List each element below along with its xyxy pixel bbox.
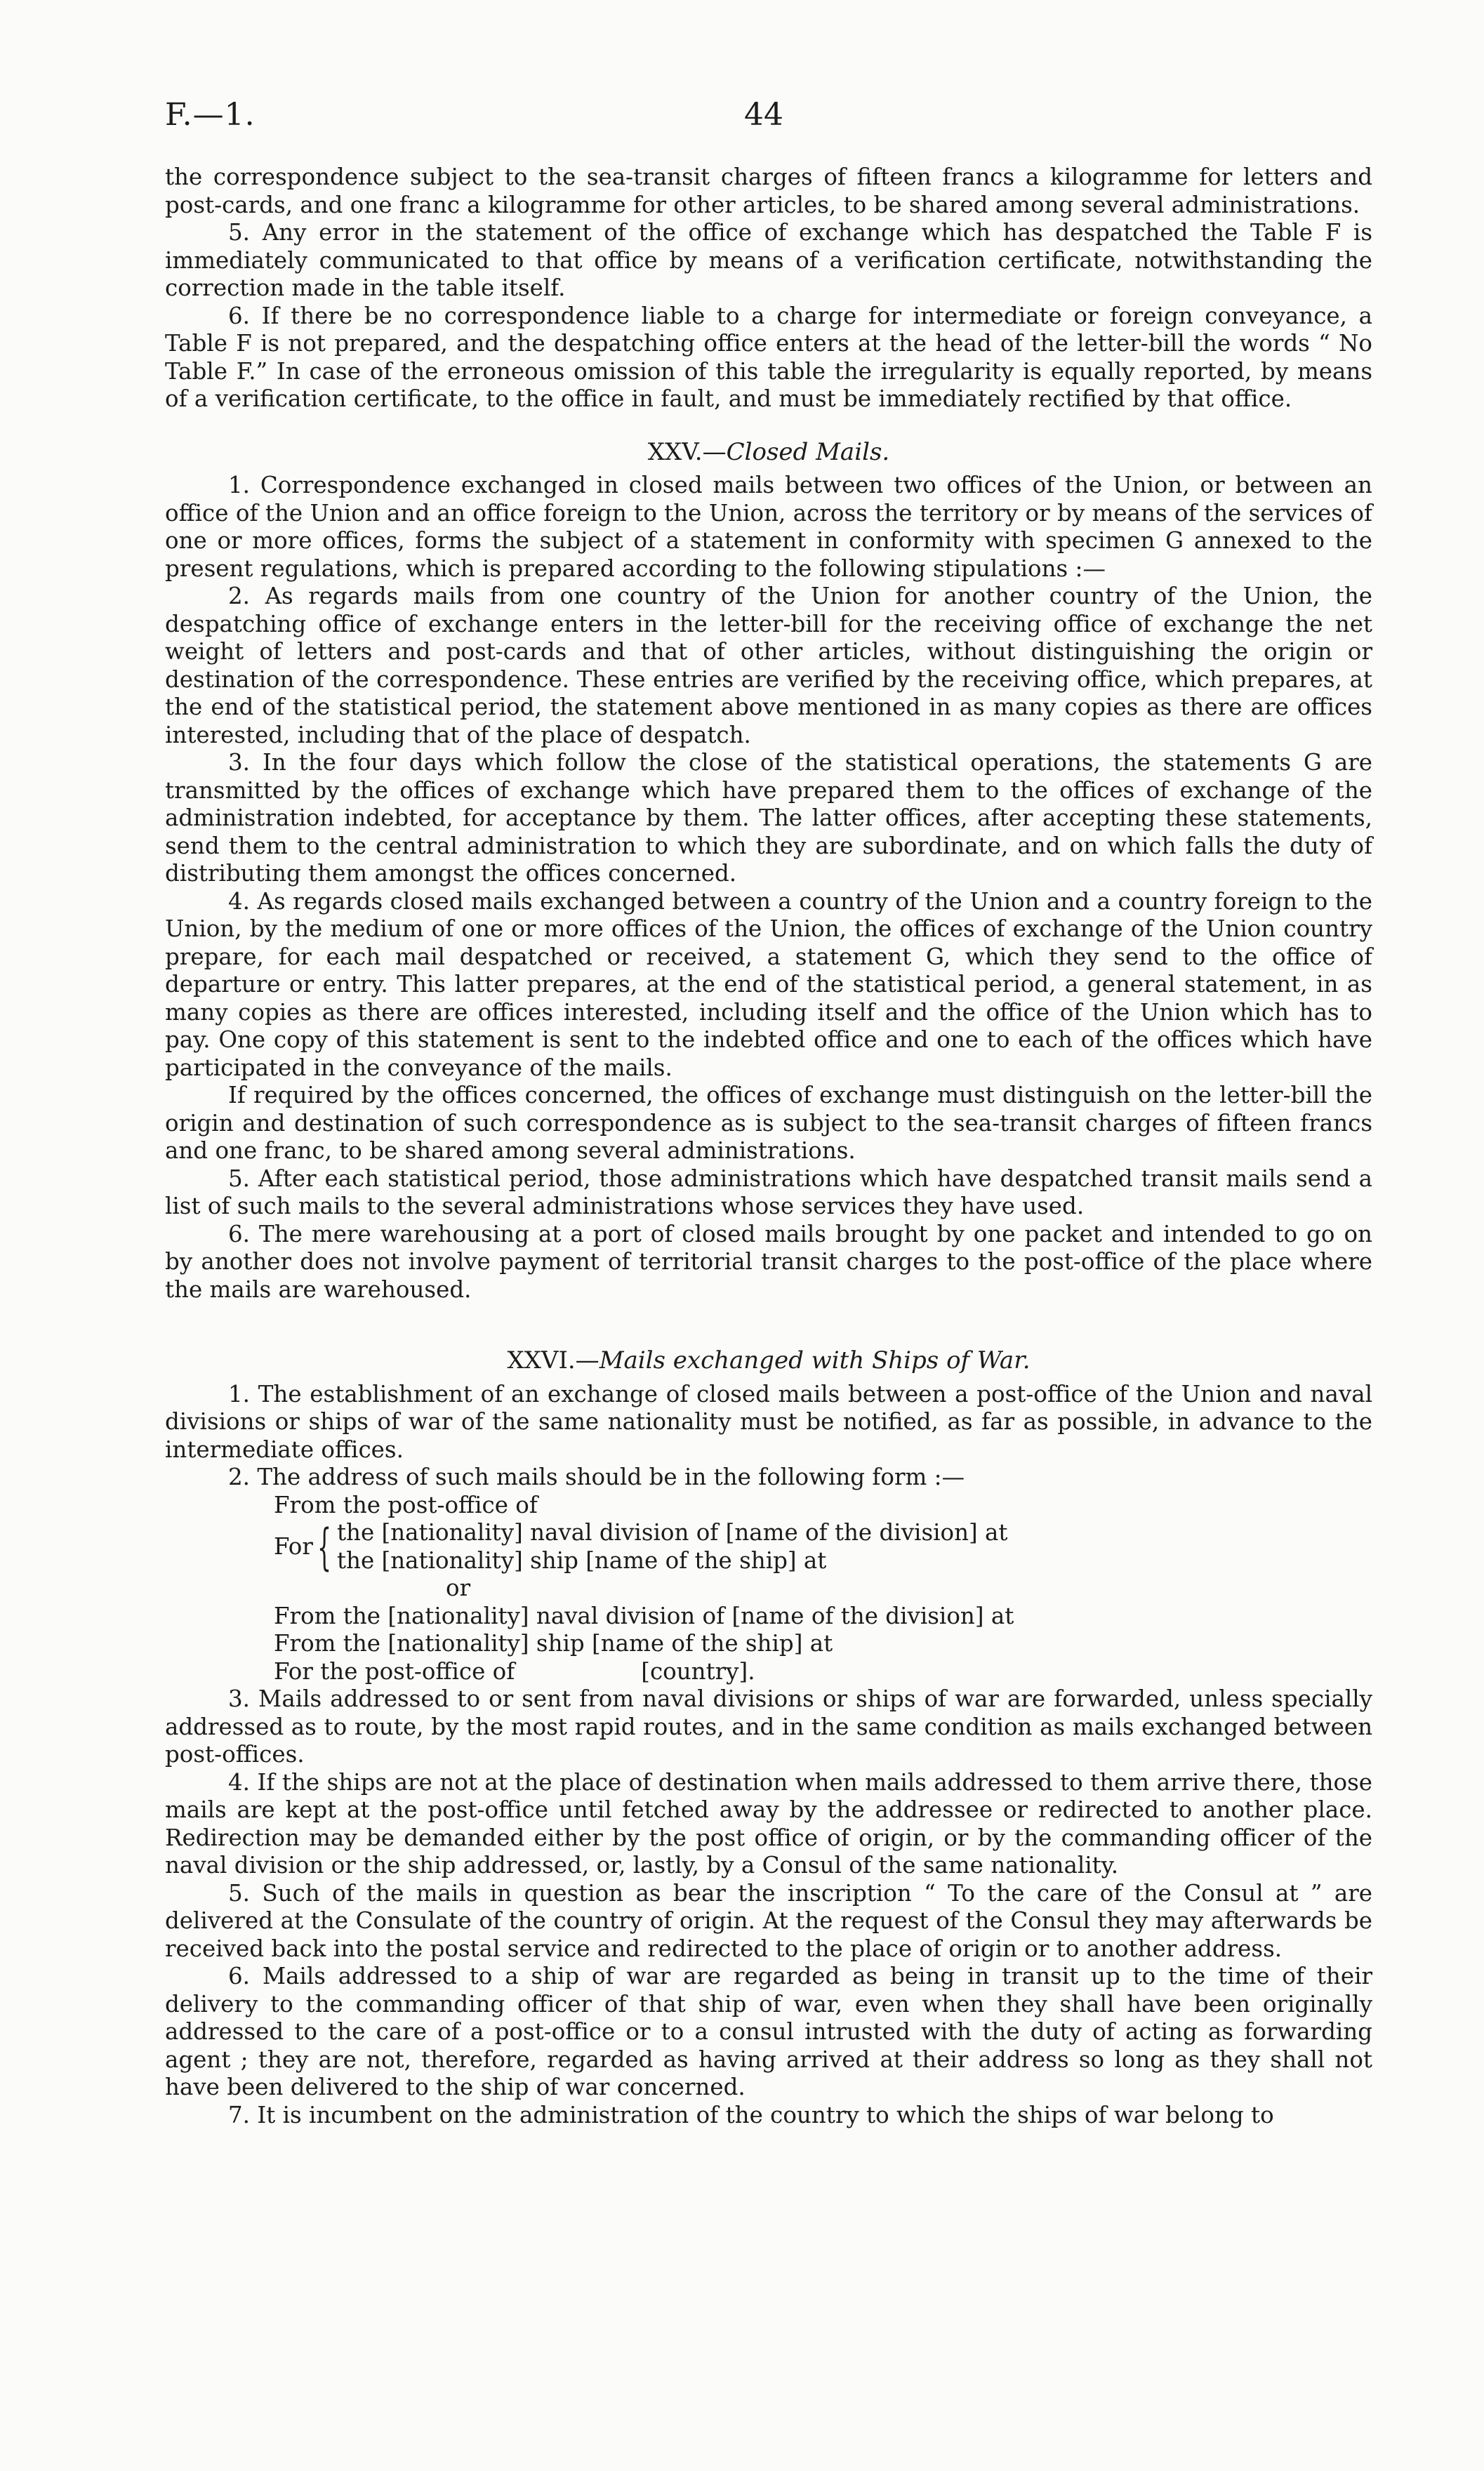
address-for-label: For (274, 1532, 313, 1560)
section-title: Mails exchanged with Ships of War. (599, 1346, 1031, 1374)
paragraph: 2. The address of such mails should be in the following form :— (228, 1464, 965, 1490)
address-for-block (165, 1519, 1372, 1575)
section-heading-xxv (165, 439, 1372, 467)
paragraph: If required by the offices concerned, the offices of exchange must distinguish on the letter-bill the origin and destination of such correspondence as is subject to the sea-transit charges of fifteen francs and one franc, to be shared among several administrations. (165, 1082, 1372, 1164)
page-header (165, 97, 1372, 139)
section-number: XXV.— (647, 437, 727, 466)
paragraph: 2. As regards mails from one country of the Union for another country of the Union, the despatching office of exchange enters in the letter-bill for the receiving office of exchange the net weight of letters and post-cards and that of other articles, without distinguishing the origin or destination of the correspondence. These entries are verified by the receiving office, which prepares, at the end of the statistical period, the statement above mentioned in as many copies as there are offices interested, including that of the place of despatch. (165, 583, 1372, 748)
address-for-post-office-text: For the post-office of (274, 1657, 515, 1685)
address-country: [country]. (641, 1657, 755, 1685)
page-number: 44 (744, 97, 783, 133)
paragraph: 3. In the four days which follow the close of the statistical operations, the statements G are transmitted by the offices of exchange which have prepared them to the offices of exchange of the administration indebted, for acceptance by them. The latter offices, after accepting these statements, send them to the central administration to which they are subordinate, and on which falls the duty of distributing them amongst the offices concerned. (165, 749, 1372, 887)
address-for-line: the [nationality] ship [name of the ship] at (337, 1546, 827, 1574)
address-for-lines (337, 1519, 1007, 1575)
paragraph: 6. The mere warehousing at a port of closed mails brought by one packet and intended to go on by another does not involve payment of territorial transit charges to the post-office of the place where the mails are warehoused. (165, 1220, 1372, 1303)
paragraph-continued: the correspondence subject to the sea-transit charges of fifteen francs a kilogramme for letters and post-cards, and one franc a kilogramme for other articles, to be shared among several administrations. (165, 164, 1372, 218)
paragraph: 5. Such of the mails in question as bear the inscription “ To the care of the Consul at ” are delivered at the Consulate of the country of origin. At the request of the Consul they may afterwards be received back into the postal service and redirected to the place of origin or to another address. (165, 1879, 1372, 1962)
paragraph: 6. Mails addressed to a ship of war are regarded as being in transit up to the time of their delivery to the commanding officer of that ship of war, even when they shall have been originally addressed to the care of a post-office or to a consul intrusted with the duty of acting as forwarding agent ; they are not, therefore, regarded as having arrived at their address so long as they shall not have been delivered to the ship of war concerned. (165, 1963, 1372, 2100)
address-for-post-office (165, 1658, 1372, 1686)
brace-glyph: { (317, 1518, 332, 1576)
section-title: Closed Mails. (726, 437, 890, 466)
address-for-line: the [nationality] naval division of [name of the division] at (337, 1519, 1008, 1546)
paragraph: 4. If the ships are not at the place of destination when mails addressed to them arrive there, those mails are kept at the post-office until fetched away by the addressee or redirected to another place. Redirection may be demanded either by the post office of origin, or by the commanding officer of the naval division or the ship addressed, or, lastly, by a Consul of the same nationality. (165, 1768, 1372, 1879)
address-form (165, 1492, 1372, 1686)
paragraph: 7. It is incumbent on the administration of the country to which the ships of war belong to (228, 2101, 1274, 2128)
address-from-office: From the post-office of (274, 1491, 538, 1518)
paragraph: 1. The establishment of an exchange of closed mails between a post-office of the Union and naval divisions or ships of war of the same nationality must be notified, as far as possible, in advance to the intermediate offices. (165, 1380, 1372, 1463)
address-or: or (446, 1575, 471, 1601)
paragraph: 3. Mails addressed to or sent from naval divisions or ships of war are forwarded, unless specially addressed as to route, by the most rapid routes, and in the same condition as mails exchanged between post-offices. (165, 1685, 1372, 1768)
paragraph: 4. As regards closed mails exchanged between a country of the Union and a country foreign to the Union, by the medium of one or more offices of the Union, the offices of exchange of the Union country prepare, for each mail despatched or received, a statement G, which they send to the office of departure or entry. This latter prepares, at the end of the statistical period, a general statement, in as many copies as there are offices interested, including itself and the office of the Union which has to pay. One copy of this statement is sent to the indebted office and one to each of the offices which have participated in the conveyance of the mails. (165, 887, 1372, 1081)
address-from-line: From the [nationality] ship [name of the ship] at (274, 1630, 833, 1657)
paragraph: 5. Any error in the statement of the office of exchange which has despatched the Table F is immediately communicated to that office by means of a verification certificate, notwithstanding the correction made in the table itself. (165, 219, 1372, 301)
section-number: XXVI.— (507, 1346, 599, 1374)
page-body (165, 164, 1372, 2129)
section-heading-xxvi (165, 1347, 1372, 1375)
address-from-line: From the [nationality] naval division of [name of the division] at (274, 1602, 1014, 1629)
paragraph: 5. After each statistical period, those administrations which have despatched transit mails send a list of such mails to the several administrations whose services they have used. (165, 1165, 1372, 1219)
paragraph: 6. If there be no correspondence liable to a charge for intermediate or foreign conveyance, a Table F is not prepared, and the despatching office enters at the head of the letter-bill the words “ No Table F.” In case of the erroneous omission of this table the irregularity is equally reported, by means of a verification certificate, to the office in fault, and must be immediately rectified by that office. (165, 302, 1372, 412)
document-reference: F.—1. (165, 97, 256, 133)
paragraph: 1. Correspondence exchanged in closed mails between two offices of the Union, or between an office of the Union and an office foreign to the Union, across the territory or by means of the services of one or more offices, forms the subject of a statement in conformity with specimen G annexed to the present regulations, which is prepared according to the following stipulations :— (165, 472, 1372, 582)
